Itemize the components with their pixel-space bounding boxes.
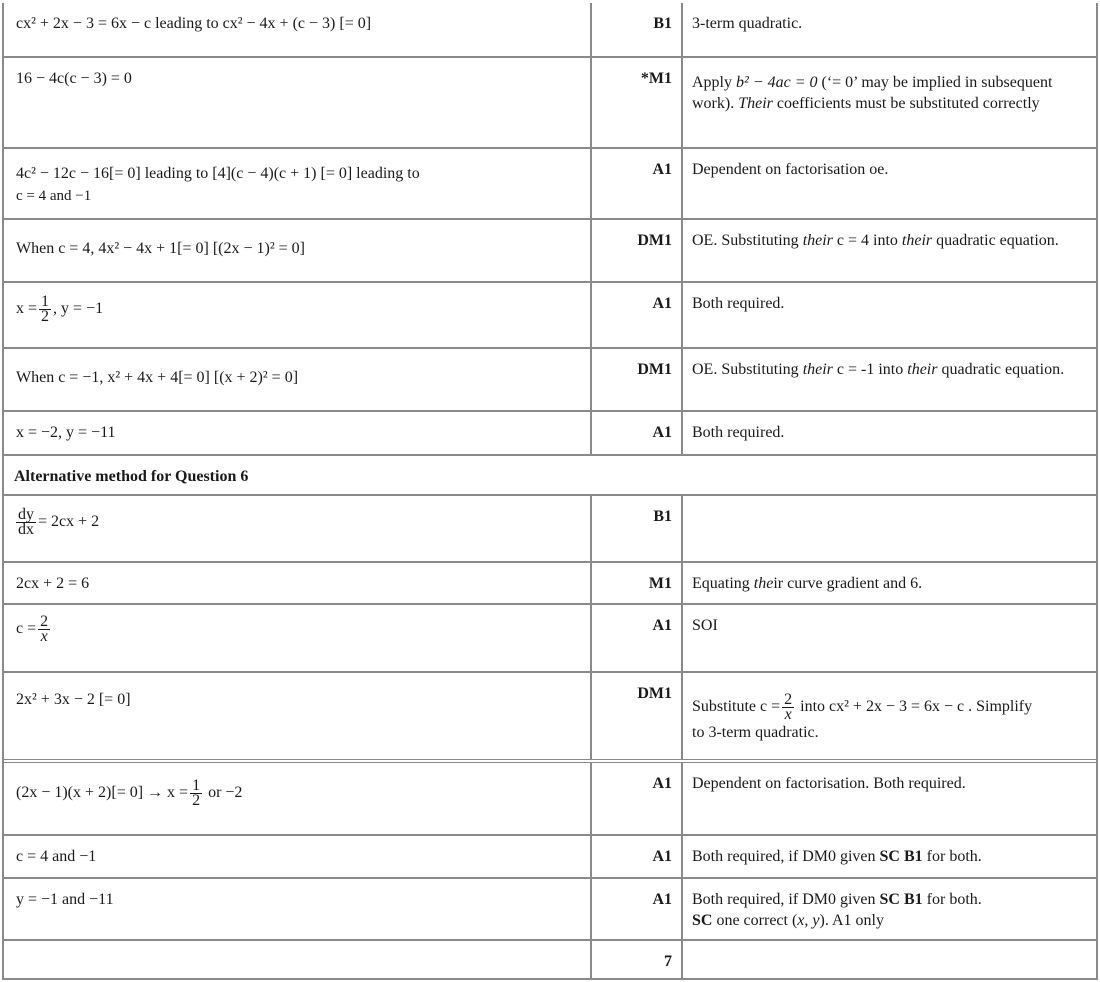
- answer-cell: [4, 349, 592, 410]
- guidance-text: OE. Substituting: [692, 232, 803, 249]
- denominator: x: [784, 706, 792, 723]
- guidance-cell: Both required.: [692, 424, 785, 441]
- numerator: 2: [40, 613, 49, 630]
- answer-line: 4c² − 12c − 16[= 0] leading to [4](c − 4)(c + 1) [= 0] leading to: [16, 165, 420, 182]
- answer-text: When c = −1, x² + 4x + 4[= 0] [(x + 2)² = 0]: [16, 369, 299, 386]
- table-row: [4, 877, 1096, 939]
- fraction: [782, 693, 794, 722]
- mark-cell: DM1: [592, 220, 683, 281]
- mark-cell: M1: [592, 563, 683, 603]
- guidance-cell: [683, 563, 1096, 603]
- answer-cell: [4, 605, 592, 671]
- guidance-cell: SOI: [692, 617, 718, 634]
- table-row: [4, 834, 1096, 877]
- guidance-emphasis: the: [753, 575, 774, 592]
- guidance-cell: [683, 220, 1096, 281]
- guidance-text: c = -1 into: [832, 361, 908, 378]
- mark-cell: A1: [592, 149, 683, 218]
- answer-cell: [4, 836, 592, 877]
- mark-cell: A1: [592, 283, 683, 347]
- answer-text: c = 4 and −1: [16, 848, 97, 865]
- total-mark-cell: 7: [592, 941, 683, 978]
- mark-cell: A1: [592, 836, 683, 877]
- guidance-cell: [683, 941, 1096, 978]
- guidance-line: to 3-term quadratic.: [692, 724, 819, 741]
- answer-text: = 2cx + 2: [38, 513, 100, 531]
- guidance-cell: [683, 496, 1096, 561]
- answer-cell: [4, 58, 592, 147]
- answer-text: 2cx + 2 = 6: [16, 575, 90, 592]
- table-row: [4, 56, 1096, 147]
- guidance-text: c = 4 into: [832, 232, 902, 249]
- denominator: 2: [41, 308, 50, 325]
- guidance-text: one correct (: [712, 912, 798, 929]
- guidance-emphasis: their: [907, 361, 938, 378]
- guidance-text: Both required, if DM0 given: [692, 848, 880, 865]
- answer-text: 16 − 4c(c − 3) = 0: [16, 70, 132, 87]
- mark-cell: B1: [592, 3, 683, 56]
- answer-cell: [4, 879, 592, 939]
- table-row: [4, 3, 1096, 56]
- guidance-line: [692, 889, 1086, 910]
- guidance-bold: SC B1: [879, 891, 923, 908]
- guidance-bold: SC: [692, 912, 713, 929]
- guidance-math: b² − 4ac = 0: [736, 74, 818, 91]
- answer-text: When c = 4, 4x² − 4x + 1[= 0] [(2x − 1)² = 0]: [16, 240, 306, 257]
- guidance-text: ir curve gradient and 6.: [773, 575, 923, 592]
- guidance-text: quadratic equation.: [932, 232, 1059, 249]
- table-row: [4, 281, 1096, 347]
- numerator: dy: [18, 506, 34, 523]
- denominator: dx: [18, 521, 34, 538]
- guidance-text: Substitute c =: [692, 698, 781, 716]
- guidance-text: ). A1 only: [819, 912, 884, 929]
- mark-cell: *M1: [592, 58, 683, 147]
- section-heading: Alternative method for Question 6: [14, 468, 249, 485]
- answer-text: or −2: [204, 784, 243, 802]
- table-row: [4, 759, 1096, 834]
- denominator: x: [40, 628, 48, 645]
- table-row: [4, 494, 1096, 561]
- answer-text: , y = −1: [53, 300, 104, 318]
- guidance-cell: [683, 349, 1096, 410]
- answer-cell: [4, 941, 592, 978]
- guidance-cell: [683, 879, 1096, 939]
- answer-cell: [4, 3, 592, 56]
- guidance-text: coefficients must be substituted correctly: [772, 95, 1040, 112]
- answer-line: c = 4 and −1: [16, 188, 92, 204]
- derivative-fraction: [16, 508, 36, 537]
- guidance-emphasis: their: [901, 232, 933, 249]
- answer-cell: [4, 149, 592, 218]
- answer-text: x = −2, y = −11: [16, 424, 116, 441]
- table-row: [4, 218, 1096, 281]
- answer-cell: [4, 563, 592, 603]
- guidance-bold: SC B1: [879, 848, 923, 865]
- table-row: [4, 671, 1096, 759]
- guidance-line: [692, 910, 1086, 931]
- answer-cell: [4, 496, 592, 561]
- guidance-text: for both.: [922, 891, 982, 908]
- mark-cell: DM1: [592, 673, 683, 759]
- guidance-cell: Dependent on factorisation oe.: [692, 161, 889, 178]
- answer-cell: [4, 673, 592, 759]
- guidance-text: quadratic equation.: [937, 361, 1065, 378]
- answer-text: x =: [16, 300, 38, 318]
- guidance-emphasis: their: [802, 232, 833, 249]
- answer-text: y = −1 and −11: [16, 891, 114, 908]
- numerator: 1: [41, 293, 50, 310]
- guidance-text: (‘= 0’ may be implied in subsequent work).: [692, 74, 1053, 112]
- total-row: [4, 939, 1096, 980]
- guidance-text: Equating: [692, 575, 754, 592]
- numerator: 1: [192, 777, 201, 794]
- mark-cell: A1: [592, 412, 683, 454]
- table-row: [4, 561, 1096, 603]
- guidance-math: x, y: [797, 912, 820, 929]
- answer-text: cx² + 2x − 3 = 6x − c leading to cx² − 4x + (c − 3) [= 0]: [16, 15, 372, 32]
- guidance-text: OE. Substituting: [692, 361, 803, 378]
- answer-text: (2x − 1)(x + 2)[= 0] → x =: [16, 784, 189, 802]
- answer-cell: [4, 220, 592, 281]
- guidance-cell: [683, 673, 1096, 759]
- table-row: [4, 347, 1096, 410]
- section-heading-row: [4, 454, 1096, 494]
- mark-cell: B1: [592, 496, 683, 561]
- mark-cell: A1: [592, 879, 683, 939]
- guidance-text: into cx² + 2x − 3 = 6x − c . Simplify: [796, 698, 1033, 716]
- guidance-cell: 3-term quadratic.: [692, 15, 803, 32]
- guidance-text: Apply: [692, 74, 736, 91]
- answer-cell: [4, 283, 592, 347]
- guidance-emphasis: their: [802, 361, 833, 378]
- mark-cell: A1: [592, 763, 683, 834]
- guidance-cell: Both required.: [692, 295, 785, 312]
- mark-cell: DM1: [592, 349, 683, 410]
- answer-text: 2x² + 3x − 2 [= 0]: [16, 691, 131, 708]
- table-row: [4, 147, 1096, 218]
- guidance-text: for both.: [922, 848, 982, 865]
- table-row: [4, 603, 1096, 671]
- answer-cell: [4, 412, 592, 454]
- table-row: [4, 410, 1096, 454]
- numerator: 2: [784, 691, 793, 708]
- guidance-emphasis: Their: [738, 95, 773, 112]
- guidance-cell: [683, 836, 1096, 877]
- fraction: [39, 295, 51, 324]
- guidance-cell: [683, 58, 1096, 147]
- guidance-line: [692, 693, 1086, 722]
- mark-cell: A1: [592, 605, 683, 671]
- fraction: [190, 779, 202, 808]
- denominator: 2: [192, 792, 201, 809]
- guidance-cell: Dependent on factorisation. Both required.: [692, 775, 966, 792]
- fraction: [38, 615, 50, 644]
- answer-text: c =: [16, 620, 37, 638]
- mark-scheme-table: [2, 3, 1098, 980]
- guidance-text: Both required, if DM0 given: [692, 891, 880, 908]
- answer-cell: [4, 763, 592, 834]
